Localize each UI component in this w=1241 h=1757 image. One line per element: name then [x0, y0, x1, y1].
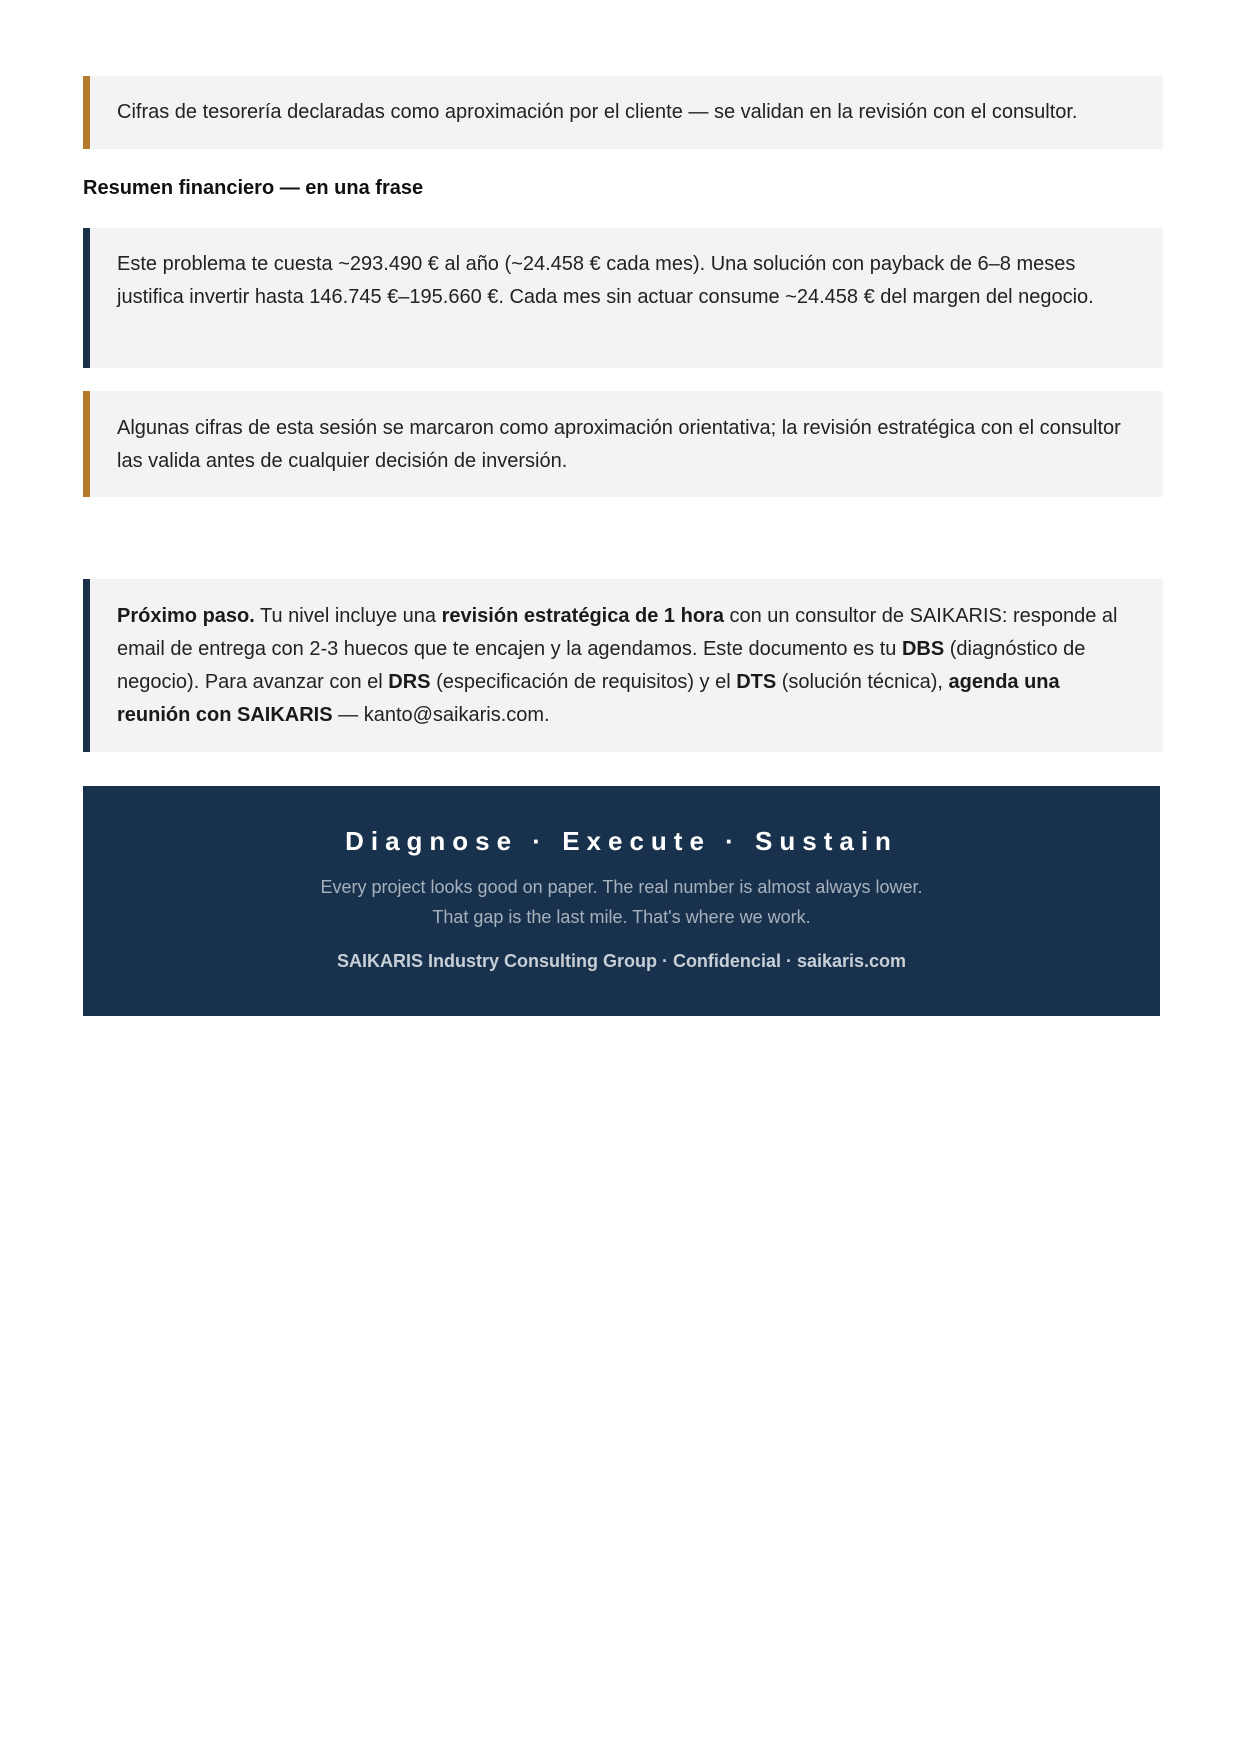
approximation-warning-note	[83, 391, 1163, 497]
dts-emphasis: DTS	[736, 671, 777, 693]
treasury-approximation-text: Cifras de tesorería declaradas como aproximación por el cliente — se validan en la revisión con el consultor.	[117, 101, 1078, 123]
footer-tagline: Diagnose · Execute · Sustain	[345, 826, 898, 856]
financial-summary-heading: Resumen financiero — en una frase	[83, 177, 424, 199]
dbs-emphasis: DBS	[901, 638, 945, 660]
approximation-warning-text: Algunas cifras de esta sesión se marcaron como aproximación orientativa; la revisión estratégica con el consultor las valida antes de cualquier decisión de inversión.	[117, 417, 1121, 472]
contact-email-text: — kanto@saikaris.com.	[332, 704, 550, 726]
footer-subtitle	[83, 872, 1160, 932]
next-step-text-2: con un consultor de SAIKARIS: responde al email de entrega con 2-3 huecos que te encajen y la agendamos. Este documento es tu	[117, 605, 1118, 660]
next-step-lead: Próximo paso.	[117, 605, 255, 627]
next-step-paragraph	[117, 600, 1133, 732]
financial-summary-text: Este problema te cuesta ~293.490 € al año (~24.458 € cada mes). Una solución con payback de 6–8 meses justifica invertir hasta 146.745 €–195.660 €. Cada mes sin actuar consume ~24.458 € del margen del negocio.	[117, 253, 1094, 308]
next-step-text-3: (diagnóstico de negocio). Para avanzar con el	[117, 638, 1086, 693]
footer-credit: SAIKARIS Industry Consulting Group · Confidencial · saikaris.com	[336, 951, 907, 971]
next-step-callout	[83, 579, 1163, 752]
next-step-text-4: (especificación de requisitos) y el	[430, 671, 737, 693]
treasury-approximation-note	[83, 76, 1163, 149]
footer-subtitle-line-2: That gap is the last mile. That's where we work.	[432, 907, 811, 927]
strategic-review-emphasis: revisión estratégica de 1 hora	[441, 605, 724, 627]
financial-summary-callout	[83, 228, 1163, 368]
next-step-text-5: (solución técnica),	[776, 671, 949, 693]
schedule-meeting-emphasis: agenda una reunión con SAIKARIS	[117, 671, 1060, 726]
next-step-text-1: Tu nivel incluye una	[254, 605, 442, 627]
brand-footer	[83, 786, 1160, 1016]
drs-emphasis: DRS	[388, 671, 431, 693]
footer-subtitle-line-1: Every project looks good on paper. The real number is almost always lower.	[320, 877, 923, 897]
